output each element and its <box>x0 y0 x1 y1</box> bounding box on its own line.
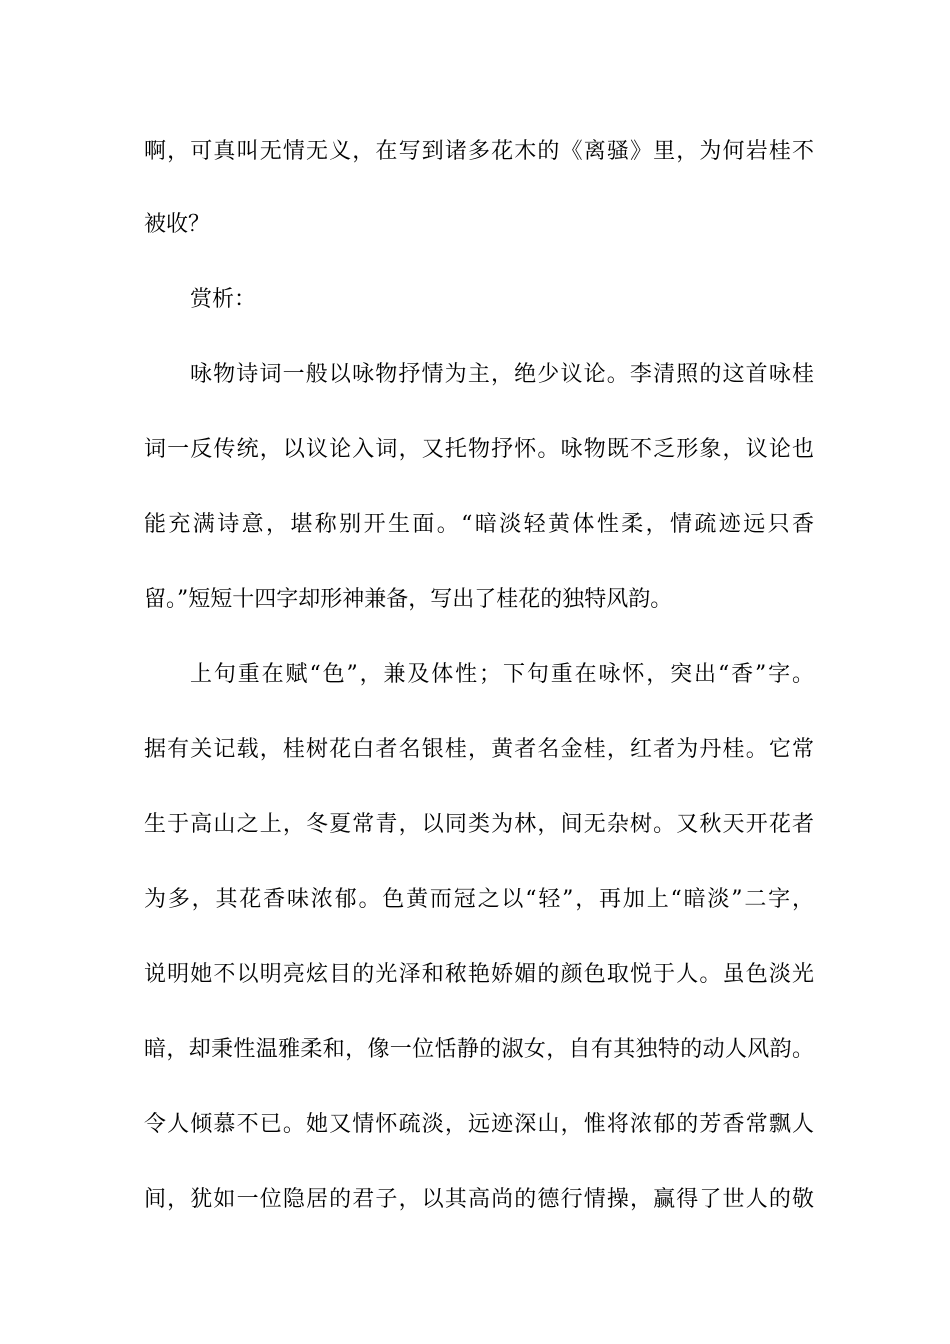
text-line: 据有关记载，桂树花白者名银桂，黄者名金桂，红者为丹桂。它常 <box>144 737 814 762</box>
text-line: 上句重在赋“色”，兼及体性；下句重在咏怀，突出“香”字。 <box>190 662 814 687</box>
text-line: 令人倾慕不已。她又情怀疏淡，远迹深山，惟将浓郁的芳香常飘人 <box>144 1112 814 1137</box>
text-line: 间，犹如一位隐居的君子，以其高尚的德行情操，赢得了世人的敬 <box>144 1187 814 1212</box>
text-line: 说明她不以明亮炫目的光泽和秾艳娇媚的颜色取悦于人。虽色淡光 <box>144 962 814 987</box>
text-line: 能充满诗意，堪称别开生面。“暗淡轻黄体性柔，情疏迹远只香 <box>144 512 814 537</box>
text-line: 生于高山之上，冬夏常青，以同类为林，间无杂树。又秋天开花者 <box>144 812 814 837</box>
text-line: 留。”短短十四字却形神兼备，写出了桂花的独特风韵。 <box>144 587 673 612</box>
section-heading: 赏析： <box>190 287 257 312</box>
text-line: 词一反传统，以议论入词，又托物抒怀。咏物既不乏形象，议论也 <box>144 437 814 462</box>
text-line: 啊，可真叫无情无义，在写到诸多花木的《离骚》里，为何岩桂不 <box>144 139 814 164</box>
text-line: 为多，其花香味浓郁。色黄而冠之以“轻”，再加上“暗淡”二字， <box>144 887 814 912</box>
text-line: 咏物诗词一般以咏物抒情为主，绝少议论。李清照的这首咏桂 <box>190 362 814 387</box>
text-line: 暗，却秉性温雅柔和，像一位恬静的淑女，自有其独特的动人风韵。 <box>144 1037 814 1062</box>
text-line: 被收？ <box>144 212 211 237</box>
